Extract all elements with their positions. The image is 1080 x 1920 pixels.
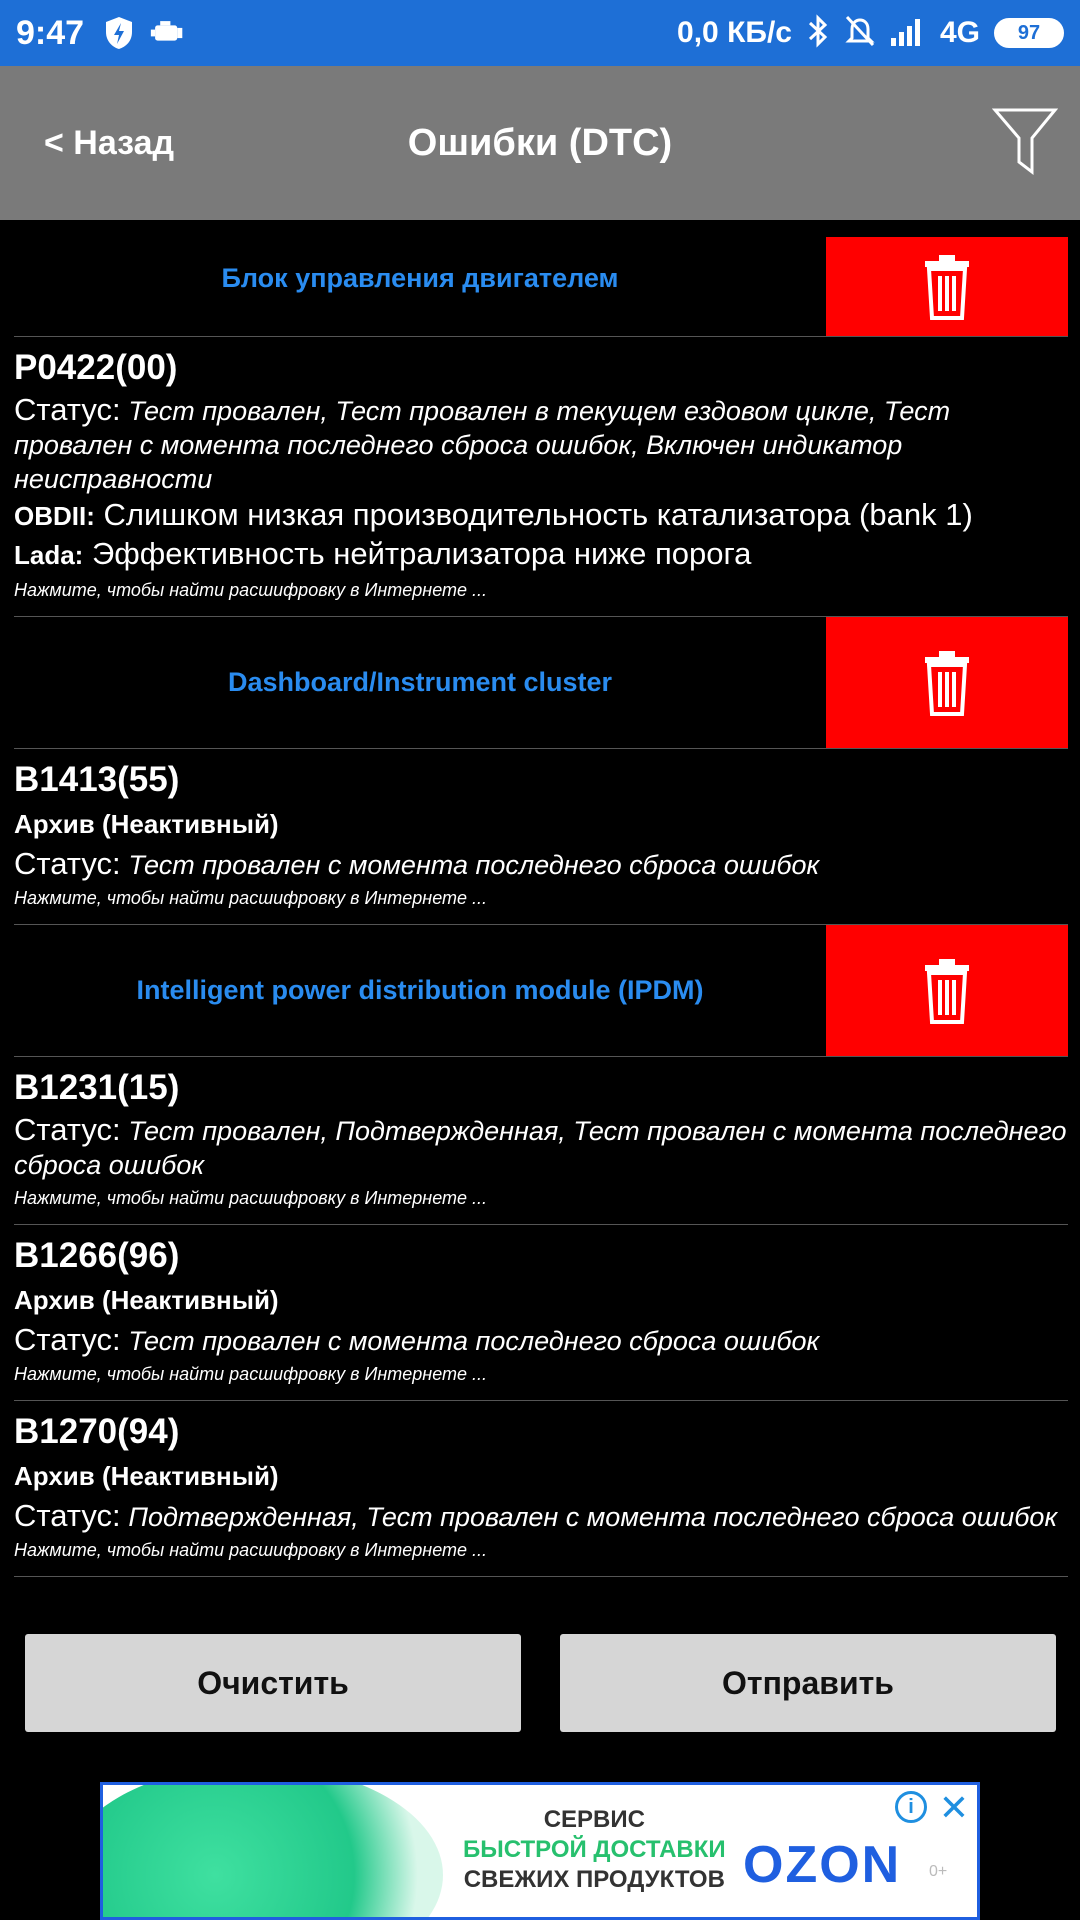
status-value: Тест провален, Подтвержденная, Тест провален с момента последнего сброса ошибок xyxy=(14,1116,1067,1180)
send-button[interactable]: Отправить xyxy=(560,1634,1056,1732)
trash-icon xyxy=(923,254,971,320)
ad-line: СЕРВИС xyxy=(543,1806,645,1833)
ad-banner[interactable] xyxy=(100,1782,980,1920)
status-label: Статус: xyxy=(14,392,121,427)
group-header xyxy=(14,925,1068,1057)
bell-muted-icon xyxy=(844,14,876,53)
dtc-entry[interactable] xyxy=(14,1225,1068,1401)
ad-text xyxy=(463,1805,726,1895)
status-value: Тест провален с момента последнего сброса ошибок xyxy=(128,850,820,880)
dtc-status xyxy=(14,1499,1068,1534)
group-title: Dashboard/Instrument cluster xyxy=(227,667,613,697)
battery-indicator: 97 xyxy=(994,18,1064,48)
status-label: Статус: xyxy=(14,846,121,881)
status-value: Тест провален с момента последнего сброса ошибок xyxy=(128,1326,820,1356)
bluetooth-icon xyxy=(806,14,830,53)
dtc-status xyxy=(14,1323,1068,1358)
group-header xyxy=(14,220,1068,337)
group-title: Intelligent power distribution module (IPDM) xyxy=(136,975,704,1005)
dtc-entry[interactable] xyxy=(14,1401,1068,1577)
dtc-code: P0422(00) xyxy=(14,348,178,387)
status-bar xyxy=(0,0,1080,66)
obd-description xyxy=(14,496,1068,535)
lada-label: Lada: xyxy=(14,540,84,570)
engine-icon xyxy=(150,16,184,50)
status-label: Статус: xyxy=(14,1498,121,1533)
dtc-status xyxy=(14,393,1068,496)
archive-status: Архив (Неактивный) xyxy=(14,1285,279,1315)
obd-label: OBDII: xyxy=(14,501,95,531)
search-hint: Нажмите, чтобы найти расшифровку в Интернете ... xyxy=(14,1188,488,1208)
network-type: 4G xyxy=(939,16,980,49)
ad-age-rating: 0+ xyxy=(929,1863,948,1880)
network-speed: 0,0 КБ/с xyxy=(677,16,792,49)
group-header xyxy=(14,617,1068,749)
dtc-entry[interactable] xyxy=(14,1057,1068,1225)
clear-button[interactable]: Очистить xyxy=(25,1634,521,1732)
dtc-status xyxy=(14,847,1068,882)
dtc-entry[interactable] xyxy=(14,749,1068,925)
lada-text: Эффективность нейтрализатора ниже порога xyxy=(91,536,752,571)
ad-line: БЫСТРОЙ ДОСТАВКИ xyxy=(463,1836,726,1863)
trash-icon xyxy=(923,650,971,716)
search-hint: Нажмите, чтобы найти расшифровку в Интернете ... xyxy=(14,888,488,908)
status-label: Статус: xyxy=(14,1322,121,1357)
archive-status: Архив (Неактивный) xyxy=(14,809,279,839)
lada-description xyxy=(14,535,1068,574)
delete-group-button[interactable] xyxy=(826,925,1068,1056)
obd-text: Слишком низкая производительность катализатора (bank 1) xyxy=(103,497,973,532)
archive-status: Архив (Неактивный) xyxy=(14,1461,279,1491)
ad-line: СВЕЖИХ ПРОДУКТОВ xyxy=(463,1866,725,1893)
shield-bolt-icon xyxy=(102,16,136,50)
dtc-status xyxy=(14,1113,1068,1182)
dtc-entry[interactable] xyxy=(14,337,1068,617)
dtc-code: B1266(96) xyxy=(14,1236,180,1275)
delete-group-button[interactable] xyxy=(826,237,1068,336)
delete-group-button[interactable] xyxy=(826,617,1068,748)
ad-brand-logo: OZON xyxy=(743,1836,902,1894)
ad-graphic xyxy=(100,1782,443,1920)
dtc-list xyxy=(14,220,1068,1577)
back-button[interactable]: < Назад xyxy=(44,123,175,162)
status-value: Подтвержденная, Тест провален с момента последнего сброса ошибок xyxy=(128,1502,1058,1532)
search-hint: Нажмите, чтобы найти расшифровку в Интернете ... xyxy=(14,580,488,600)
ad-info-icon[interactable]: i xyxy=(895,1791,927,1823)
status-time: 9:47 xyxy=(16,13,85,52)
dtc-code: B1231(15) xyxy=(14,1068,180,1107)
ad-close-icon[interactable]: ✕ xyxy=(938,1787,969,1828)
dtc-code: B1270(94) xyxy=(14,1412,180,1451)
status-value: Тест провален, Тест провален в текущем ездовом цикле, Тест провален с момента последнего сброса ошибок, Включен индикатор неисправности xyxy=(14,396,951,494)
group-title: Блок управления двигателем xyxy=(221,262,619,293)
search-hint: Нажмите, чтобы найти расшифровку в Интернете ... xyxy=(14,1540,488,1560)
trash-icon xyxy=(923,958,971,1024)
filter-icon[interactable] xyxy=(992,106,1058,176)
status-label: Статус: xyxy=(14,1112,121,1147)
toolbar xyxy=(0,66,1080,220)
dtc-code: B1413(55) xyxy=(14,760,180,799)
search-hint: Нажмите, чтобы найти расшифровку в Интернете ... xyxy=(14,1364,488,1384)
page-title: Ошибки (DTC) xyxy=(407,121,673,164)
signal-icon xyxy=(890,16,926,51)
